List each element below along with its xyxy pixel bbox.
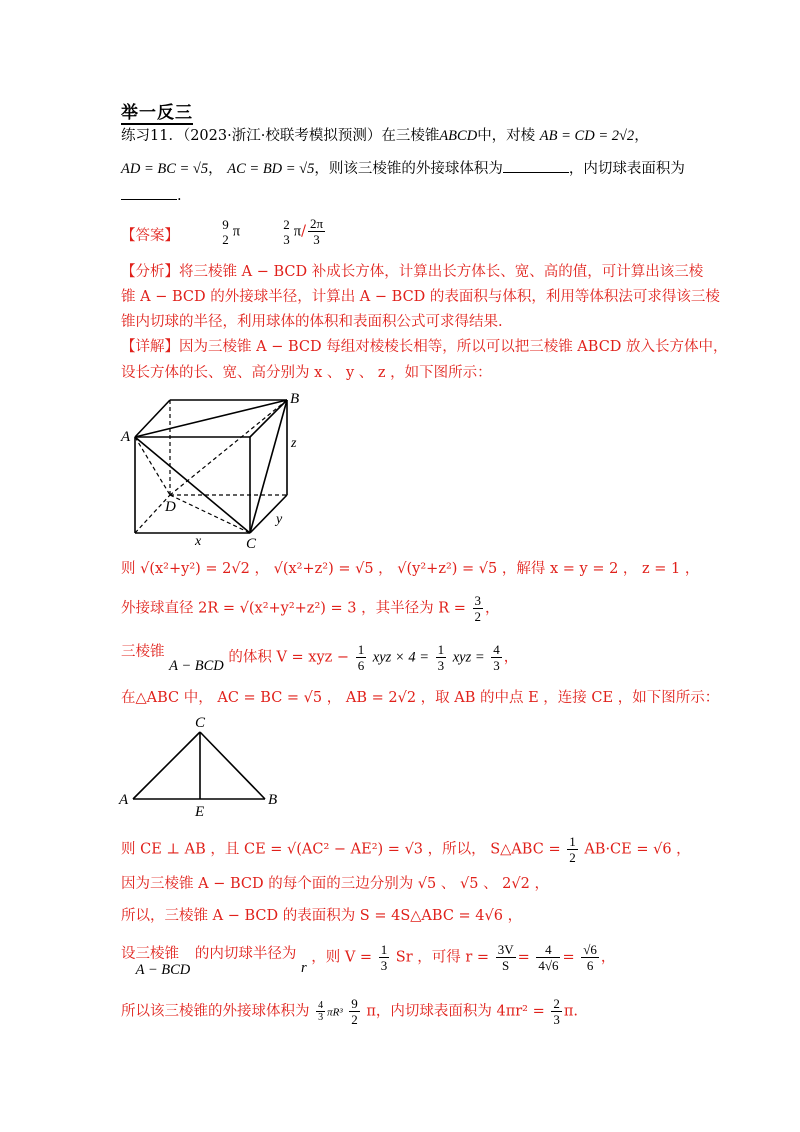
step-2-text: 外接球直径 2R = √(x²+y²+z²) = 3 ，其半径为 R = (121, 600, 466, 617)
detail-text-2: 设长方体的长、宽、高分别为 x 、 y 、 z ，如下图所示： (121, 365, 492, 381)
problem-tetra: ABCD (439, 128, 478, 144)
step-8-f3-num: 4 (536, 942, 560, 958)
step-8-d: ，则 V = (311, 949, 373, 966)
step-6-text: 因为三棱锥 A − BCD 的每个面的三边分别为 √5 、 √5 、 2√2 ， (121, 876, 549, 892)
vertex-label-d: D (165, 499, 176, 515)
step-2-den: 2 (474, 609, 482, 624)
analysis-text-3: 锥内切球的半径，利用球体的体积和表面积公式可求得结果. (121, 314, 503, 330)
answer-3-fraction (308, 216, 325, 247)
detail-line-1 (121, 337, 728, 357)
step-3-b: A − BCD (169, 657, 224, 674)
answer-separator: / (301, 223, 306, 240)
step-9-frac-2 (349, 996, 360, 1027)
answer-1-den: 2 (222, 231, 229, 247)
answer-3-den: 3 (313, 232, 320, 247)
vertex-label-b: B (290, 391, 300, 407)
answer-3-num: 2π (309, 216, 324, 231)
answer-2-pi: π (293, 223, 302, 240)
step-3-f2-num: 1 (437, 642, 445, 657)
step-9-a: 所以该三棱锥的外接球体积为 (121, 1003, 310, 1020)
step-6 (121, 874, 549, 894)
triangle-label-c: C (195, 715, 206, 731)
step-8-frac-4 (581, 942, 599, 973)
step-3: 三棱锥 A − BCD 的体积 V = xyz − $\frac{1}{6}$ xyz × 4 = $\frac{1}{3}$ xyz = $\frac{4}{3}$ ， (121, 642, 519, 674)
answer-1-num: 9 (222, 216, 229, 232)
step-8-frac-1 (379, 942, 390, 973)
problem-question-2: ，内切球表面积为 (568, 161, 685, 177)
step-1-text: 则 √(x²+y²) = 2√2 ， √(x²+z²) = √5 ， √(y²+z²) = √5 ，解得 x = y = 2 ， z = 1 ， (121, 561, 700, 577)
step-9-f2-num: 9 (351, 996, 358, 1011)
step-3-frac-1 (356, 642, 367, 673)
step-9-f3-den: 3 (553, 1012, 560, 1027)
step-3-e: xyz = (452, 649, 485, 666)
step-5-num: 1 (569, 834, 576, 849)
cuboid-edge (135, 400, 170, 437)
step-9-frac-1 (316, 1000, 325, 1023)
edge-ad (135, 437, 170, 495)
triangle-label-e: E (195, 804, 205, 820)
step-8-f4-den: 6 (586, 958, 594, 973)
step-3-f3-den: 3 (493, 658, 500, 673)
analysis-line-2 (121, 287, 720, 307)
vertex-label-c: C (246, 536, 257, 550)
vertex-label-a: A (121, 429, 131, 445)
answer-1-pi: π (232, 223, 241, 240)
detail-label: 【详解】 (121, 339, 179, 355)
problem-line-2: AD = BC = √5， AC = BD = √5，则该三棱锥的外接球体积为 ，内切球表面积为 (121, 158, 685, 179)
step-5-a: 则 CE ⊥ AB ，且 CE = √(AC² − AE²) = √3 ，所以， S△ABC = (121, 841, 561, 858)
step-5-b: AB·CE = √6 ， (584, 841, 691, 858)
step-3-d: xyz × 4 = (372, 649, 430, 666)
analysis-text-2: 锥 A − BCD 的外接球半径，计算出 A − BCD 的表面积与体积，利用等体积法可求得该三棱 (121, 289, 720, 305)
step-8-r: r (300, 959, 307, 976)
dimension-label-x: x (195, 534, 202, 549)
answer-blank-2 (121, 185, 177, 200)
step-9-frac-3 (551, 996, 562, 1027)
step-8-frac-2 (496, 942, 516, 973)
answer-2-num: 2 (283, 216, 290, 232)
step-8-f4-num: √6 (583, 942, 597, 957)
step-8-f2-num: 3V (497, 942, 514, 957)
step-3-c: 的体积 V = xyz − (228, 649, 350, 666)
step-3-a: 三棱锥 (121, 643, 165, 660)
step-8-frac-3 (536, 942, 560, 973)
problem-edges-ab-cd: AB = CD = 2√2 (539, 128, 635, 144)
step-8-f2-den: S (502, 958, 510, 973)
dimension-label-z: z (291, 436, 297, 451)
step-2: 外接球直径 2R = √(x²+y²+z²) = 3 ，其半径为 R = $\frac{3}{2}$ ， (121, 593, 500, 624)
detail-text-1: 因为三棱锥 A − BCD 每组对棱棱长相等，所以可以把三棱锥 ABCD 放入长方体中， (179, 339, 728, 355)
step-4-text: 在△ABC 中， AC = BC = √5 ， AB = 2√2 ，取 AB 的中点 E ，连接 CE ，如下图所示： (121, 690, 720, 706)
step-8-a: 设三棱锥 (121, 945, 179, 962)
step-3-frac-2 (436, 642, 447, 673)
step-9-f3-num: 2 (553, 996, 560, 1011)
step-9-c: π，内切球表面积为 4πr² = (366, 1003, 545, 1020)
step-2-num: 3 (474, 593, 482, 608)
step-8-b: A − BCD (135, 961, 191, 978)
step-8-f1-num: 1 (380, 942, 388, 957)
edge-cd (170, 495, 250, 533)
analysis-line-3 (121, 312, 503, 332)
edge-ac (135, 437, 250, 533)
figure-triangle (115, 710, 285, 820)
step-4 (121, 688, 719, 708)
step-9-f1-den: 3 (318, 1012, 324, 1023)
analysis-line-1 (121, 262, 703, 282)
step-9-f1-num: 4 (318, 1000, 324, 1011)
step-8-c: 的内切球半径为 (194, 945, 297, 962)
problem-mid: 中，对棱 (477, 128, 536, 144)
detail-line-2 (121, 363, 492, 383)
step-7 (121, 906, 522, 926)
heading-text: 举一反三 (121, 103, 193, 123)
answer-label: 【答案】 (121, 227, 179, 244)
analysis-text-1: 将三棱锥 A − BCD 补成长方体，计算出长方体长、宽、高的值，可计算出该三棱 (179, 264, 704, 280)
step-8-f1-den: 3 (380, 958, 388, 973)
side-bc (200, 732, 265, 799)
problem-edges-ac-bd: AC = BD = √5 (227, 161, 315, 177)
side-ac (133, 732, 200, 799)
step-9-b: πR³ (327, 1006, 343, 1019)
step-8: 设三棱锥 A − BCD 的内切球半径为 r ，则 V = $\frac{1}{3}$ Sr ，可得 r = $\frac{3V}{S}$ = $\frac{4}{4√6}$ = $\frac{√6}{6}$ ， (121, 942, 616, 978)
step-3-frac-3 (491, 642, 502, 673)
answer-2-fraction (281, 217, 292, 247)
step-9-d: π. (563, 1003, 579, 1020)
problem-question-1: ，则该三棱锥的外接球体积为 (314, 161, 503, 177)
problem-line-1: 练习11．（2023·浙江·校联考模拟预测）在三棱锥ABCD中，对棱 AB = CD = 2√2， (121, 128, 649, 144)
step-3-f1-den: 6 (357, 658, 365, 673)
problem-edges-ad-bc: AD = BC = √5 (121, 161, 209, 177)
step-8-e: Sr ，可得 r = (395, 949, 490, 966)
triangle-label-a: A (119, 792, 129, 808)
answer-2-den: 3 (283, 231, 290, 247)
problem-prefix: 练习11．（2023·浙江·校联考模拟预测）在三棱锥 (121, 128, 440, 144)
step-3-f3-num: 4 (493, 642, 500, 657)
answer-blank-1 (503, 158, 569, 173)
step-7-text: 所以，三棱锥 A − BCD 的表面积为 S = 4S△ABC = 4√6 ， (121, 908, 523, 924)
section-heading (121, 98, 193, 123)
step-3-f1-num: 1 (357, 642, 365, 657)
figure-cuboid (110, 385, 310, 550)
problem-line-3: . (121, 185, 182, 206)
step-5-den: 2 (569, 850, 576, 865)
dimension-label-y: y (276, 512, 283, 527)
step-5 (121, 834, 691, 868)
step-3-f2-den: 3 (437, 658, 445, 673)
triangle-label-b: B (268, 792, 278, 808)
step-8-f3-den: 4√6 (538, 958, 559, 973)
step-9-f2-den: 2 (351, 1012, 358, 1027)
step-9 (121, 996, 578, 1032)
analysis-label: 【分析】 (121, 264, 179, 280)
answer-1-fraction (220, 217, 231, 247)
step-1 (121, 559, 699, 579)
step-2-fraction (473, 593, 484, 624)
step-5-fraction (567, 834, 578, 865)
answer-line (121, 216, 327, 252)
